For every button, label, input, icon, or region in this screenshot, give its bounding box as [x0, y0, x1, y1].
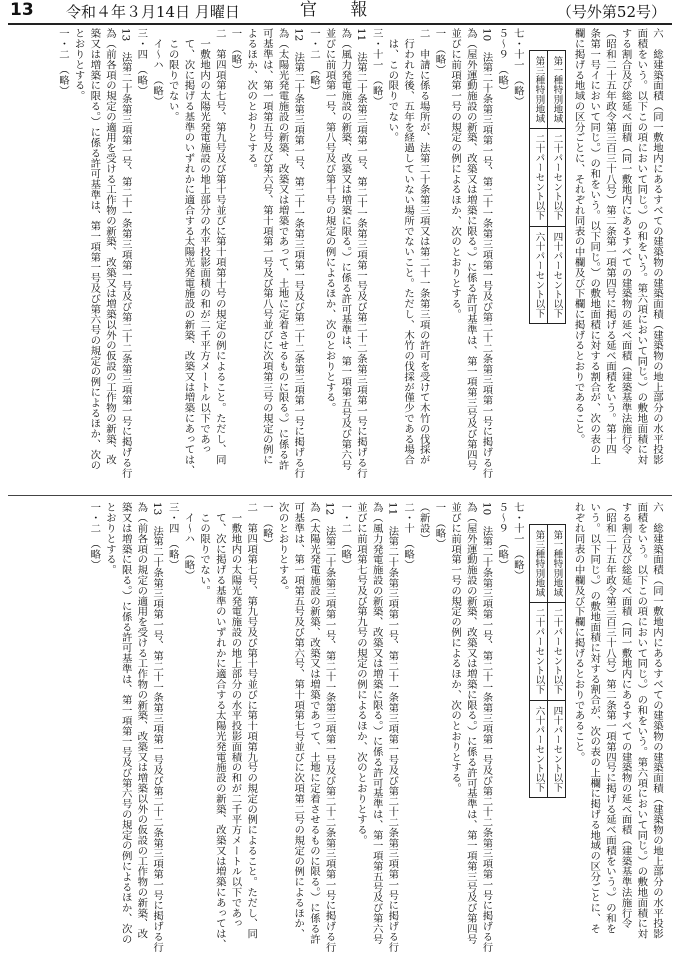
- table-row: [547, 525, 565, 798]
- text-line: 為（太陽光発電施設の新築、改築又は増築であって、土地に定着させるものに限る。）に係る許: [307, 502, 320, 944]
- text-line: 六 総建築面積（同一敷地内にあるすべての建築物の建築面積（建築物の地上部分の水平投影: [651, 502, 663, 939]
- text-line: 一・二 （略）: [307, 28, 320, 96]
- publication-date: 令和４年３月14日 月曜日: [66, 3, 240, 21]
- text-line: ５～９ （略）: [496, 502, 509, 570]
- text-line: 六 総建築面積（同一敷地内にあるすべての建築物の建築面積（建築物の地上部分の水平投影: [651, 28, 663, 465]
- text-line: 三・十一 （略）: [370, 28, 383, 106]
- text-line: 可基準は、第一項第五号及び第六号、第十項第七号並びに次項第二号の規定の例によるほか、: [292, 502, 305, 939]
- text-line: 欄に掲げる地域の区分ごとに、それぞれ同表の中欄及び下欄に掲げるとおりであること。: [572, 28, 585, 444]
- table-cell: 二十パーセント以下: [547, 129, 565, 226]
- text-line: 次のとおりとする。: [276, 502, 289, 596]
- text-line: 一敷地内の太陽光発電施設の地上部分の水平投影面積の和が二千平方メートル以下であっ: [229, 502, 242, 929]
- text-line: 一・二 （略）: [56, 28, 69, 96]
- header-rule: [8, 23, 672, 25]
- text-line: 三・四 （略）: [135, 28, 148, 96]
- text-line: イ～ハ （略）: [182, 502, 195, 580]
- text-line: 12 法第二十条第三項第一号、第二十一条第三項第一号及び第二十二条第三項第一号に掲げる行: [292, 28, 305, 479]
- text-line: 面積をいう。以下この項において同じ。）の和をいう。第六項において同じ。）の敷地面積に対: [635, 28, 648, 465]
- zoning-ratio-table: [529, 524, 566, 798]
- table-cell: 第一種特別地域: [547, 525, 565, 603]
- text-line: 並びに前項第一号の規定の例によるほか、次のとおりとする。: [449, 28, 462, 320]
- text-line: 行われた後、五年を経過していない場所でないこと。ただし、木竹の伐採が僅少である場合: [402, 28, 415, 465]
- text-line: 二 申請に係る場所が、法第二十条第三項又は第二十一条第三項の許可を受けて木竹の伐採が: [417, 28, 430, 465]
- text-line: 為（太陽光発電施設の新築、改築又は増築であって、土地に定着させるものに限る。）に係る許: [276, 28, 289, 470]
- table-row: [547, 51, 565, 324]
- text-line: 築又は増築に限る。）に係る許可基準は、第一項第一号及び第六号の規定の例によるほか、次の: [88, 28, 101, 470]
- text-line: （新設）: [417, 502, 430, 544]
- text-line: 11 法第二十条第三項第一号、第二十一条第三項第一号及び第二十二条第三項第一号に掲げる行: [386, 502, 399, 953]
- text-line: 並びに前項第一号の規定の例によるほか、次のとおりとする。: [449, 502, 462, 794]
- text-line: 11 法第二十条第三項第一号、第二十一条第三項第一号及び第二十二条第三項第一号に掲げる行: [355, 28, 367, 479]
- text-line: 10 法第二十条第三項第一号、第二十一条第三項第一号及び第二十二条第三項第一号に掲げる行: [480, 28, 493, 479]
- zoning-ratio-table-slot: [525, 28, 570, 490]
- text-line: 為（前各項の規定の適用を受ける工作物の新築、改築又は増築以外の仮設の工作物の新築、改: [135, 502, 148, 939]
- text-line: 三・四 （略）: [166, 502, 179, 570]
- text-line: イ～ハ （略）: [151, 28, 164, 106]
- amended-text-section: [8, 28, 664, 490]
- text-line: 並びに前項第七号及び第九号の規定の例によるほか、次のとおりとする。: [355, 502, 367, 846]
- text-line: する割合及び総延べ面積（同一敷地内にあるすべての建築物の延べ面積（建築基準法施行令: [619, 28, 632, 455]
- text-line: 一 （略）: [260, 502, 273, 549]
- table-cell: 六十パーセント以下: [529, 226, 547, 323]
- zoning-ratio-table-slot: [525, 502, 570, 972]
- issue-number: （号外第52号）: [556, 3, 666, 21]
- text-line: 一 （略）: [433, 502, 446, 549]
- text-line: とおりとする。: [72, 28, 85, 101]
- table-cell: 四十パーセント以下: [547, 700, 565, 797]
- text-line: 13 法第二十条第三項第一号、第二十一条第三項第一号及び第二十二条第三項第一号に掲げる行: [151, 502, 164, 953]
- table-cell: 第三種特別地域: [529, 525, 547, 603]
- current-text-columns: [86, 502, 664, 972]
- current-text-section: [8, 502, 664, 972]
- text-line: 一 （略）: [229, 28, 242, 75]
- text-line: 七・十一 （略）: [511, 502, 524, 580]
- text-line: 条第一号イにおいて同じ。）の和をいう。以下同じ。）の敷地面積に対する割合が、次の表の上: [588, 28, 601, 465]
- table-cell: 六十パーセント以下: [529, 700, 547, 797]
- text-line: は、この限りでない。: [386, 28, 399, 143]
- text-line: 七・十一 （略）: [511, 28, 524, 106]
- table-cell: 第一種特別地域: [547, 51, 565, 129]
- text-line: 可基準は、第一項第五号及び第六号、第十項第一号及び第八号並びに次項第三号の規定の例に: [260, 28, 273, 465]
- text-line: 為（前各項の規定の適用を受ける工作物の新築、改築又は増築以外の仮設の工作物の新築、改: [104, 28, 116, 465]
- text-line: 一敷地内の太陽光発電施設の地上部分の水平投影面積の和が二千平方メートル以下であっ: [198, 28, 211, 455]
- text-line: 13 法第二十条第三項第一号、第二十一条第三項第一号及び第二十二条第三項第一号に掲げる行: [119, 28, 132, 479]
- gazette-title: 官 報: [300, 0, 382, 20]
- text-line: 二 第四項第七号、第九号及び第十号並びに第十項第九号の規定の例によること。ただし、同: [245, 502, 258, 939]
- text-line: 一・二 （略）: [339, 502, 352, 570]
- text-line: 二・十 （略）: [402, 502, 415, 570]
- text-line: この限りでない。: [166, 28, 179, 122]
- text-line: いう。以下同じ。）の敷地面積に対する割合が、次の表の上欄に掲げる地域の区分ごとに、そ: [588, 502, 601, 934]
- text-line: れぞれ同表の中欄及び下欄に掲げるとおりであること。: [572, 502, 585, 762]
- text-line: ５～９ （略）: [496, 28, 509, 96]
- text-line: する割合及び総延べ面積（同一敷地内にあるすべての建築物の延べ面積（建築基準法施行令: [619, 502, 632, 929]
- text-line: （昭和二十五年政令第三百三十八号）第二条第一項第四号に掲げる延べ面積をいう。）の和を: [603, 502, 616, 934]
- text-line: 10 法第二十条第三項第一号、第二十一条第三項第一号及び第二十二条第三項第一号に掲げる行: [480, 502, 493, 953]
- table-cell: 四十パーセント以下: [547, 226, 565, 323]
- text-line: 築又は増築に限る。）に係る許可基準は、第一項第一号及び第六号の規定の例によるほか、次の: [119, 502, 132, 944]
- text-line: 12 法第二十条第三項第一号、第二十一条第三項第一号及び第二十二条第三項第一号に掲げる行: [323, 502, 336, 953]
- table-cell: 二十パーセント以下: [547, 603, 565, 700]
- section-divider: [8, 495, 672, 496]
- text-line: 為（風力発電施設の新築、改築又は増築に限る。）に係る許可基準は、第一項第五号及び第六号: [370, 502, 383, 944]
- text-line: この限りでない。: [198, 502, 211, 596]
- page-number: 13: [10, 0, 34, 20]
- table-cell: 二十パーセント以下: [529, 129, 547, 226]
- text-line: 二 第四項第七号、第九号及び第十号並びに第十項第十号の規定の例によること。ただし、同: [213, 28, 226, 465]
- text-line: （昭和二十五年政令第三百三十八号）第二条第一項第四号に掲げる延べ面積をいう。第十四: [603, 28, 616, 455]
- text-line: 為（屋外運動施設の新築、改築又は増築に限る。）に係る許可基準は、第一項第三号及び第四号: [464, 502, 477, 944]
- text-line: 一 （略）: [433, 28, 446, 75]
- text-line: 並びに前項第一号、第八号及び第十号の規定の例によるほか、次のとおりとする。: [323, 28, 336, 413]
- text-line: 一・二 （略）: [88, 502, 101, 570]
- table-row: [529, 51, 547, 324]
- text-line: 為（屋外運動施設の新築、改築又は増築に限る。）に係る許可基準は、第一項第三号及び第四号: [464, 28, 477, 470]
- text-line: 為（風力発電施設の新築、改築又は増築に限る。）に係る許可基準は、第一項第五号及び第六号: [339, 28, 352, 470]
- table-cell: 第三種特別地域: [529, 51, 547, 129]
- amended-text-columns: [54, 28, 664, 490]
- text-line: て、次に掲げる基準のいずれかに適合する太陽光発電施設の新築、改築又は増築にあっては、: [213, 502, 226, 950]
- text-line: 面積をいう。以下この項において同じ。）の和をいう。第六項において同じ。）の敷地面積に対: [635, 502, 648, 939]
- text-line: よるほか、次のとおりとする。: [245, 28, 258, 174]
- table-row: [529, 525, 547, 798]
- text-line: とおりとする。: [104, 502, 116, 575]
- table-cell: 二十パーセント以下: [529, 603, 547, 700]
- text-line: て、次に掲げる基準のいずれかに適合する太陽光発電施設の新築、改築又は増築にあっては、: [182, 28, 195, 476]
- zoning-ratio-table: [529, 50, 566, 324]
